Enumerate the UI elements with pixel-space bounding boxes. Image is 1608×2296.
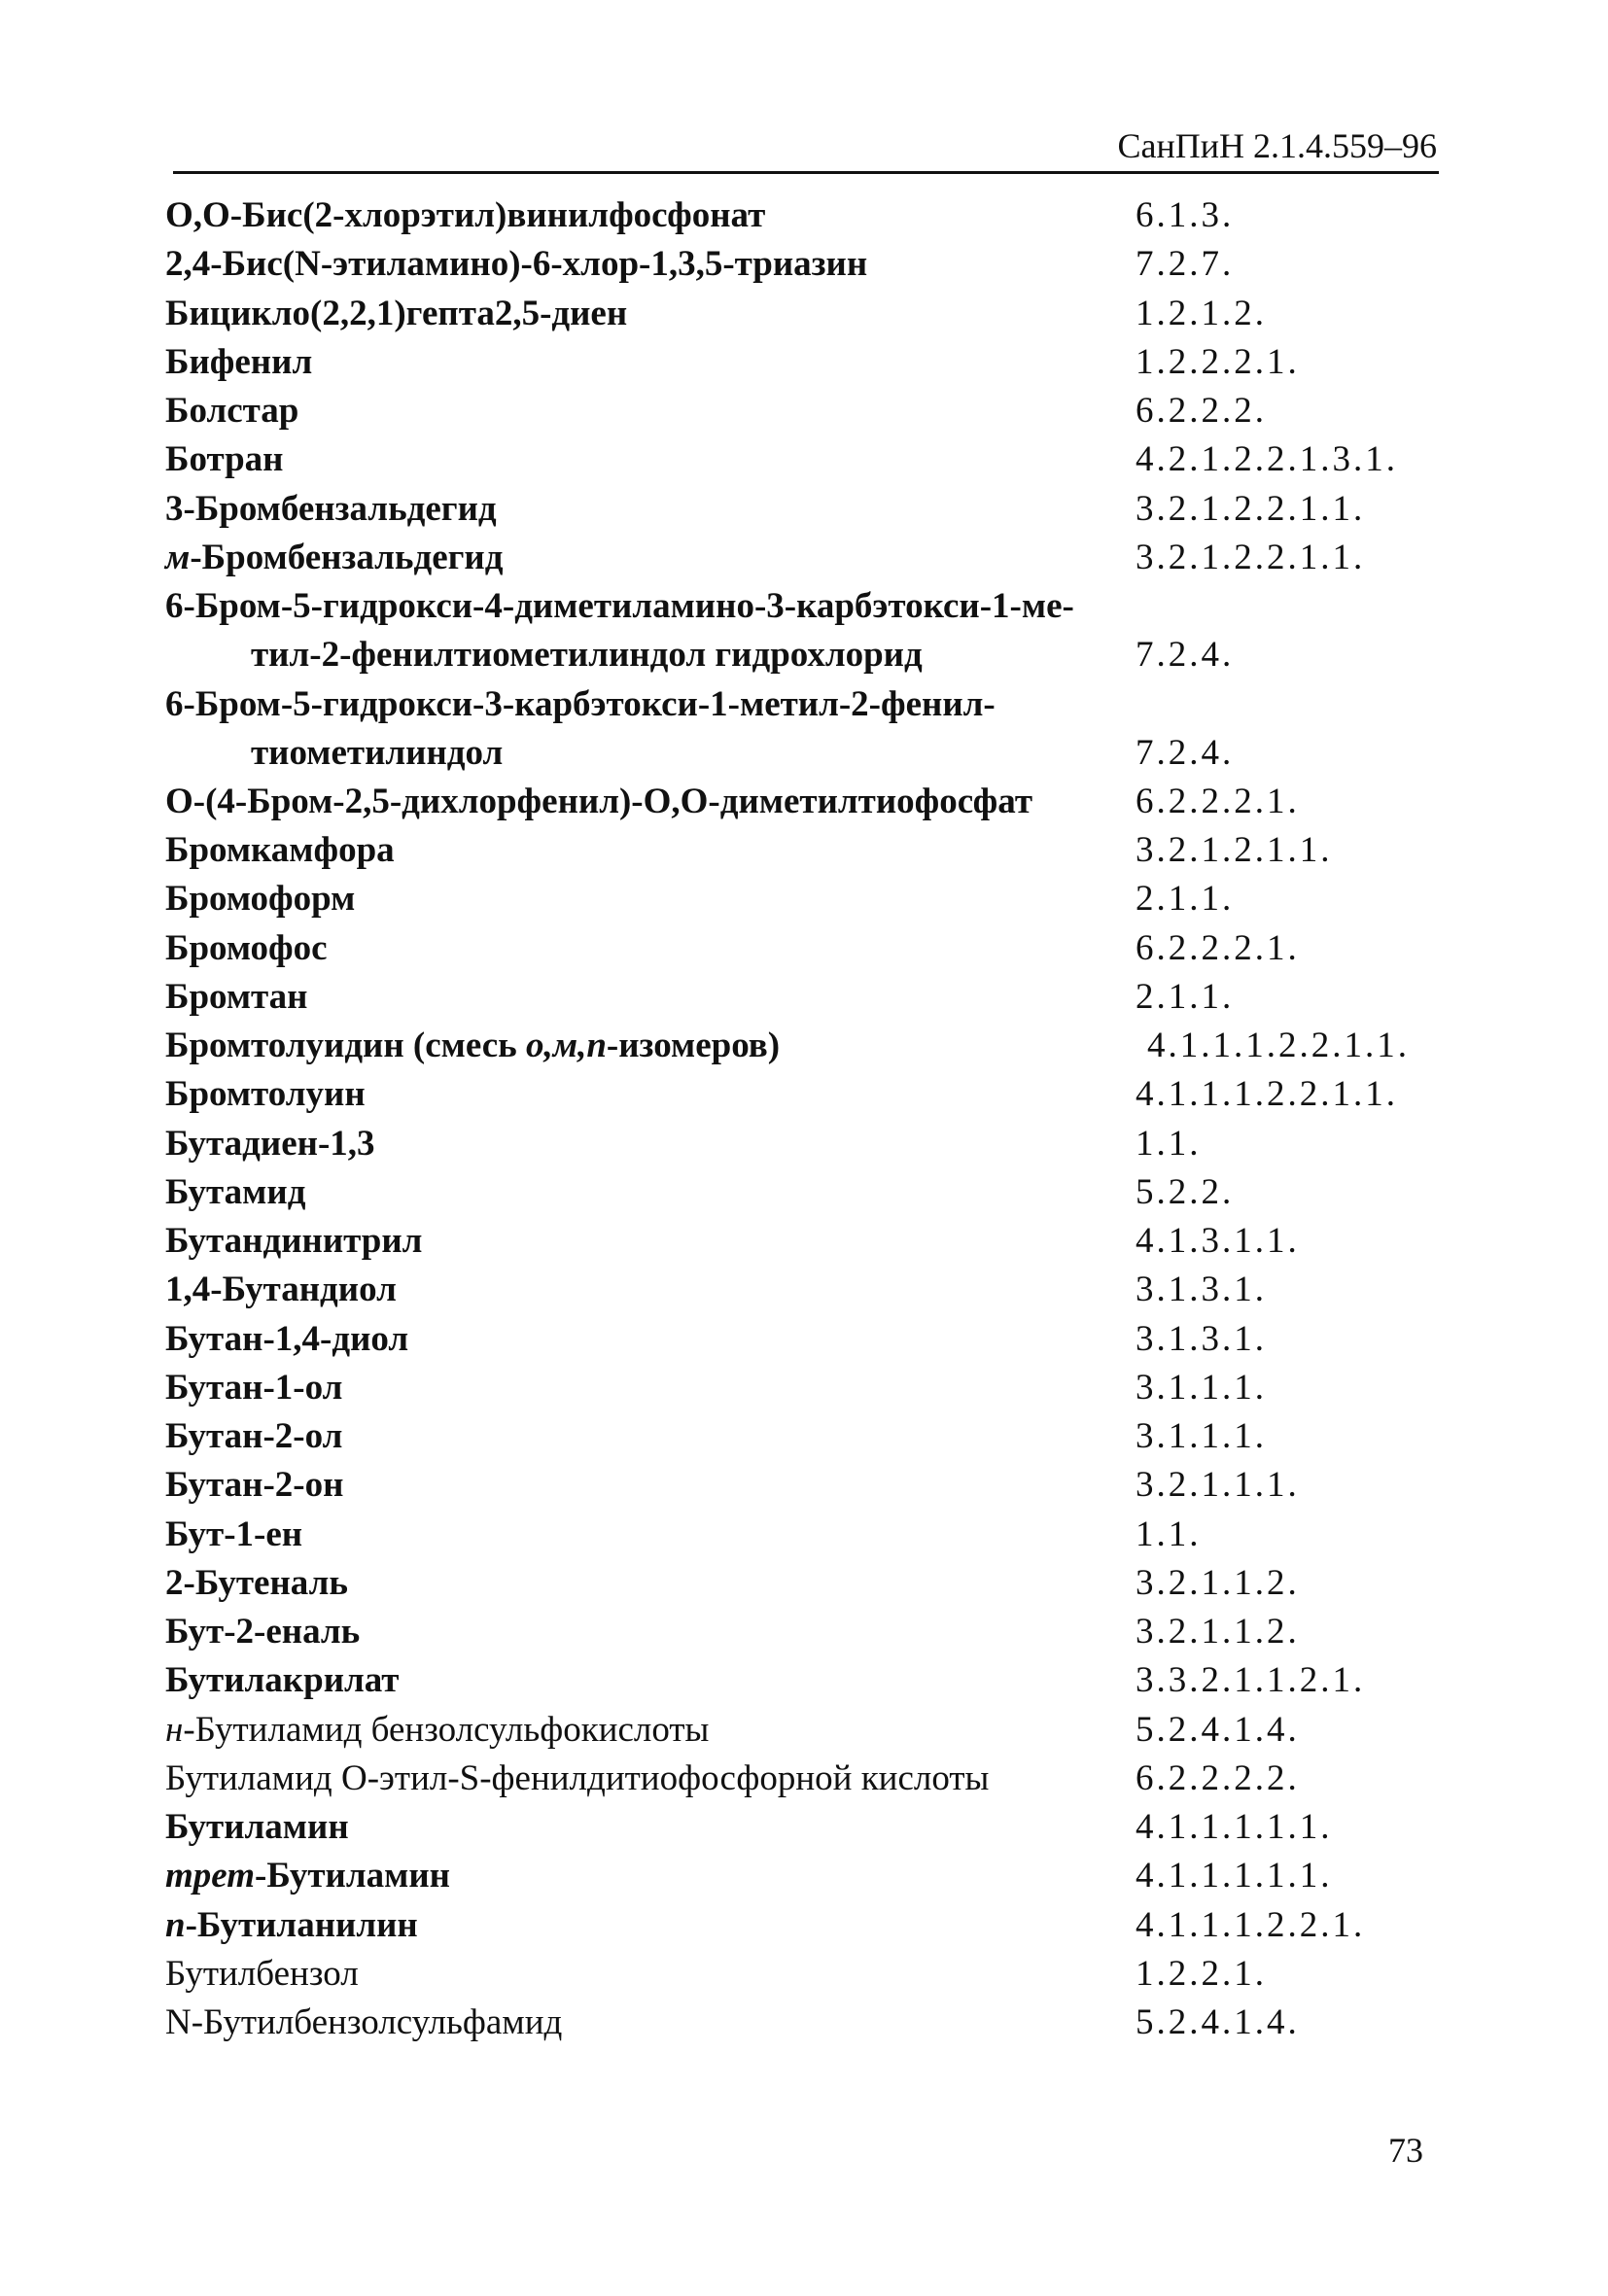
index-entry [0, 1999, 1608, 2047]
entry-code: 1.1. [1136, 1124, 1202, 1164]
entry-name: Бромкамфора [165, 830, 395, 870]
entry-code: 4.2.1.2.2.1.3.1. [1136, 439, 1398, 479]
entry-code: 6.2.2.2.1. [1136, 782, 1300, 821]
entry-code: 3.2.1.2.2.1.1. [1136, 489, 1366, 529]
entry-name: O-(4-Бром-2,5-дихлорфенил)-O,O-диметилтиофосфат [165, 782, 1032, 821]
entry-name: Бутан-1,4-диол [165, 1319, 409, 1359]
entry-name: трет-Бутиламин [165, 1856, 450, 1896]
entry-code: 4.1.1.1.2.2.1.1. [1147, 1026, 1410, 1065]
index-entry [0, 338, 1608, 387]
entry-code: 6.2.2.2. [1136, 391, 1267, 431]
entry-code: 3.2.1.2.1.1. [1136, 830, 1333, 870]
page-number: 73 [1388, 2131, 1423, 2170]
entry-name: Бутиламин [165, 1807, 349, 1847]
index-entry [0, 1120, 1608, 1168]
index-entry [0, 1706, 1608, 1755]
index-entry [0, 778, 1608, 826]
entry-name: Бромтан [165, 977, 308, 1017]
entry-name: Бицикло(2,2,1)гепта2,5-диен [165, 294, 628, 333]
entry-name: Бутилбензол [165, 1954, 359, 1994]
entry-name: 6-Бром-5-гидрокси-3-карбэтокси-1-метил-2-фенил- [165, 684, 996, 724]
entry-name: Бутан-2-ол [165, 1416, 343, 1456]
index-entry [0, 240, 1608, 289]
entry-code: 3.1.1.1. [1136, 1368, 1267, 1408]
entry-code: 5.2.4.1.4. [1136, 2002, 1300, 2042]
entry-code: 1.2.2.1. [1136, 1954, 1267, 1994]
entry-code: 3.3.2.1.1.2.1. [1136, 1660, 1366, 1700]
entry-name: O,O-Бис(2-хлорэтил)винилфосфонат [165, 195, 766, 235]
entry-name: м-Бромбензальдегид [165, 538, 504, 577]
index-entry [0, 729, 1608, 778]
entry-name: 2,4-Бис(N-этиламино)-6-хлор-1,3,5-триазин [165, 244, 868, 284]
entry-code: 6.2.2.2.2. [1136, 1758, 1300, 1798]
index-entry [0, 582, 1608, 631]
index-entry [0, 1168, 1608, 1217]
index-entry [0, 1901, 1608, 1950]
entry-name: н-Бутиламид бензолсульфокислоты [165, 1710, 710, 1750]
index-entry [0, 1461, 1608, 1510]
entry-name: Бутандинитрил [165, 1221, 423, 1261]
entry-code: 4.1.1.1.1.1. [1136, 1856, 1333, 1896]
index-entry [0, 1755, 1608, 1803]
index-entry [0, 1364, 1608, 1412]
entry-name: Бут-1-ен [165, 1514, 303, 1554]
entry-code: 1.2.1.2. [1136, 294, 1267, 333]
entry-name: Ботран [165, 439, 284, 479]
entry-code: 7.2.7. [1136, 244, 1235, 284]
entry-code: 6.1.3. [1136, 195, 1235, 235]
entry-code: 3.2.1.1.2. [1136, 1563, 1300, 1603]
entry-code: 3.1.3.1. [1136, 1319, 1267, 1359]
entry-code: 3.2.1.2.2.1.1. [1136, 538, 1366, 577]
entry-code: 3.1.1.1. [1136, 1416, 1267, 1456]
index-entry [0, 973, 1608, 1022]
entry-name: тил-2-фенилтиометилиндол гидрохлорид [251, 635, 923, 675]
entry-name: 3-Бромбензальдегид [165, 489, 497, 529]
index-entry [0, 875, 1608, 923]
entry-name: Бутилакрилат [165, 1660, 400, 1700]
index-entry [0, 1022, 1608, 1070]
index-entry [0, 1803, 1608, 1852]
entry-code: 2.1.1. [1136, 977, 1235, 1017]
index-entry [0, 1852, 1608, 1900]
entry-name: Бут-2-еналь [165, 1612, 361, 1652]
index-entry [0, 1412, 1608, 1461]
entry-name: Бутан-1-ол [165, 1368, 343, 1408]
index-entry [0, 1266, 1608, 1314]
index-entry [0, 1559, 1608, 1608]
index-entry [0, 924, 1608, 973]
entry-code: 3.2.1.1.2. [1136, 1612, 1300, 1652]
index-entry [0, 290, 1608, 338]
entry-code: 5.2.4.1.4. [1136, 1710, 1300, 1750]
entry-name: Бромтолуидин (смесь о,м,п-изомеров) [165, 1026, 781, 1065]
entry-code: 4.1.1.1.2.2.1. [1136, 1905, 1366, 1945]
entry-name: Бромофос [165, 928, 328, 968]
entry-name: N-Бутилбензолсульфамид [165, 2002, 563, 2042]
index-entry [0, 1608, 1608, 1656]
entry-name: 6-Бром-5-гидрокси-4-диметиламино-3-карбэтокси-1-ме- [165, 586, 1074, 626]
entry-name: 1,4-Бутандиол [165, 1270, 397, 1309]
entry-code: 6.2.2.2.1. [1136, 928, 1300, 968]
entry-code: 3.1.3.1. [1136, 1270, 1267, 1309]
entry-code: 1.2.2.2.1. [1136, 342, 1300, 382]
index-entry [0, 1315, 1608, 1364]
entry-code: 5.2.2. [1136, 1172, 1235, 1212]
entry-code: 4.1.3.1.1. [1136, 1221, 1300, 1261]
index-entry [0, 1656, 1608, 1705]
index-entry [0, 435, 1608, 484]
index-entry [0, 191, 1608, 240]
index-entry [0, 631, 1608, 679]
index-entry [0, 387, 1608, 435]
entry-code: 7.2.4. [1136, 635, 1235, 675]
index-entry [0, 1511, 1608, 1559]
entry-name: Бутан-2-он [165, 1465, 344, 1505]
entry-code: 2.1.1. [1136, 879, 1235, 919]
index-entry [0, 1070, 1608, 1119]
entry-name: 2-Бутеналь [165, 1563, 348, 1603]
entry-name: Болстар [165, 391, 299, 431]
entry-name: Бромоформ [165, 879, 356, 919]
index-entry [0, 680, 1608, 729]
entry-name: Бромтолуин [165, 1074, 366, 1114]
index-entry [0, 1950, 1608, 1999]
document-code: СанПиН 2.1.4.559–96 [1117, 126, 1437, 165]
entry-code: 7.2.4. [1136, 733, 1235, 773]
entry-name: Бутиламид O-этил-S-фенилдитиофосфорной кислоты [165, 1758, 990, 1798]
index-entry [0, 1217, 1608, 1266]
index-entry [0, 826, 1608, 875]
index-entry [0, 534, 1608, 582]
entry-code: 1.1. [1136, 1514, 1202, 1554]
entry-code: 4.1.1.1.1.1. [1136, 1807, 1333, 1847]
entry-name: п-Бутиланилин [165, 1905, 418, 1945]
entry-name: Бутамид [165, 1172, 306, 1212]
entry-name: Бифенил [165, 342, 313, 382]
index-entry [0, 485, 1608, 534]
entry-name: тиометилиндол [251, 733, 504, 773]
entry-code: 4.1.1.1.2.2.1.1. [1136, 1074, 1398, 1114]
entry-code: 3.2.1.1.1. [1136, 1465, 1300, 1505]
entry-name: Бутадиен-1,3 [165, 1124, 375, 1164]
